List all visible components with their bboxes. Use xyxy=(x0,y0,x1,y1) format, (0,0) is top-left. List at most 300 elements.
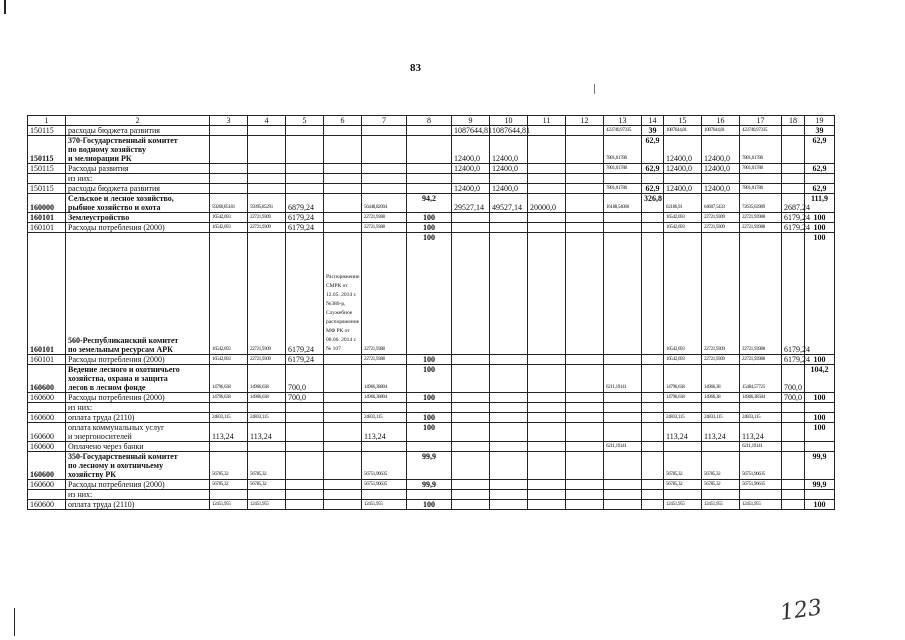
value-cell-col-17: 423740,97335 xyxy=(740,126,782,136)
value-cell-col-7: 22721,9388 xyxy=(362,355,407,365)
table-row xyxy=(28,365,835,393)
value-cell-col-9 xyxy=(452,413,490,423)
value-cell-col-9 xyxy=(452,442,490,452)
table-row xyxy=(28,174,835,184)
value-cell-col-11 xyxy=(528,442,566,452)
value-cell-col-8 xyxy=(407,442,452,452)
value-cell-col-8: 100 xyxy=(407,413,452,423)
value-cell-col-15 xyxy=(664,442,702,452)
value-cell-col-14 xyxy=(642,403,664,413)
value-cell-col-8 xyxy=(407,136,452,164)
value-cell-col-18 xyxy=(782,174,805,184)
value-cell-col-9 xyxy=(452,355,490,365)
value-cell-col-19 xyxy=(805,403,835,413)
value-cell-col-4 xyxy=(248,184,286,194)
value-cell-col-14 xyxy=(642,233,664,355)
budget-code: 150115 xyxy=(28,184,66,194)
value-cell-col-3 xyxy=(210,164,248,174)
value-cell-col-13: 6211,19141 xyxy=(604,365,642,393)
row-name-line: оплата труда (2110) xyxy=(68,500,135,509)
value-cell-col-19: 100 xyxy=(805,413,835,423)
value-cell-col-6 xyxy=(324,490,362,500)
value-cell-col-15: 12400,0 xyxy=(664,164,702,174)
value-cell-col-3 xyxy=(210,184,248,194)
value-cell-col-8: 100 xyxy=(407,365,452,393)
row-name-line: Расходы потребления (2000) xyxy=(68,393,165,402)
budget-code: 160600 xyxy=(28,413,66,423)
value-cell-col-13: 6211,19141 xyxy=(604,442,642,452)
value-cell-col-16: 12400,0 xyxy=(702,164,740,174)
value-cell-col-14 xyxy=(642,365,664,393)
value-cell-col-3: 56785,32 xyxy=(210,480,248,490)
value-cell-col-12 xyxy=(566,413,604,423)
table-row xyxy=(28,223,835,233)
row-name xyxy=(66,164,210,174)
value-cell-col-3: 14796,638 xyxy=(210,365,248,393)
row-name xyxy=(66,233,210,355)
table-row xyxy=(28,164,835,174)
value-cell-col-6 xyxy=(324,355,362,365)
value-cell-col-18 xyxy=(782,500,805,510)
value-cell-col-8: 94,2 xyxy=(407,194,452,213)
value-cell-col-4 xyxy=(248,442,286,452)
value-cell-col-14 xyxy=(642,480,664,490)
value-cell-col-19: 62,9 xyxy=(805,136,835,164)
value-cell-col-10: 12400,0 xyxy=(490,184,528,194)
value-cell-col-3 xyxy=(210,126,248,136)
row-name xyxy=(66,126,210,136)
value-cell-col-10 xyxy=(490,223,528,233)
value-cell-col-5 xyxy=(286,423,324,442)
value-cell-col-17: 14966,38584 xyxy=(740,393,782,403)
budget-code: 150115 xyxy=(28,164,66,174)
value-cell-col-7: 113,24 xyxy=(362,423,407,442)
value-cell-col-9 xyxy=(452,393,490,403)
value-cell-col-13 xyxy=(604,490,642,500)
value-cell-col-15: 56785,32 xyxy=(664,480,702,490)
value-cell-col-5: 700,0 xyxy=(286,393,324,403)
value-cell-col-16: 22721,9309 xyxy=(702,355,740,365)
value-cell-col-12 xyxy=(566,174,604,184)
row-name xyxy=(66,365,210,393)
budget-code: 160600 xyxy=(28,480,66,490)
value-cell-col-15: 12400,0 xyxy=(664,136,702,164)
value-cell-col-4: 22721,9309 xyxy=(248,213,286,223)
value-cell-col-19: 39 xyxy=(805,126,835,136)
value-cell-col-12 xyxy=(566,480,604,490)
column-header: 15 xyxy=(664,116,702,126)
value-cell-col-5 xyxy=(286,126,324,136)
value-cell-col-7: 22721,9388 xyxy=(362,223,407,233)
value-cell-col-6 xyxy=(324,413,362,423)
value-cell-col-17: 7801,01788 xyxy=(740,164,782,174)
budget-code: 160600 xyxy=(28,452,66,480)
value-cell-col-8 xyxy=(407,184,452,194)
value-cell-col-7 xyxy=(362,442,407,452)
value-cell-col-3: 16542,693 xyxy=(210,233,248,355)
budget-code xyxy=(28,403,66,413)
value-cell-col-19: 100 xyxy=(805,223,835,233)
column-header: 5 xyxy=(286,116,324,126)
value-cell-col-18: 700,0 xyxy=(782,393,805,403)
value-cell-col-12 xyxy=(566,490,604,500)
row-name xyxy=(66,223,210,233)
value-cell-col-15: 1087644,81 xyxy=(664,126,702,136)
value-cell-col-13: 16188,54066 xyxy=(604,194,642,213)
value-cell-col-17: 6211,19141 xyxy=(740,442,782,452)
row-name xyxy=(66,423,210,442)
value-cell-col-8 xyxy=(407,403,452,413)
value-cell-col-11 xyxy=(528,136,566,164)
value-cell-col-10: 12400,0 xyxy=(490,136,528,164)
value-cell-col-5: 6179,24 xyxy=(286,355,324,365)
table-row xyxy=(28,355,835,365)
value-cell-col-11 xyxy=(528,174,566,184)
value-cell-col-4: 22721,9309 xyxy=(248,355,286,365)
value-cell-col-14: 62,9 xyxy=(642,136,664,164)
value-cell-col-4: 12451,955 xyxy=(248,500,286,510)
value-cell-col-12 xyxy=(566,194,604,213)
value-cell-col-6 xyxy=(324,136,362,164)
value-cell-col-4: 14966,638 xyxy=(248,393,286,403)
value-cell-col-9: 12400,0 xyxy=(452,164,490,174)
row-name-line: 370-Государственный комитет xyxy=(68,136,178,145)
value-cell-col-13: 7801,01788 xyxy=(604,164,642,174)
value-cell-col-13: 7801,01788 xyxy=(604,136,642,164)
value-cell-col-10 xyxy=(490,174,528,184)
value-cell-col-11: 20000,0 xyxy=(528,194,566,213)
value-cell-col-15: 56785,32 xyxy=(664,452,702,480)
value-cell-col-16: 22721,9309 xyxy=(702,223,740,233)
value-cell-col-16: 14966,38 xyxy=(702,365,740,393)
value-cell-col-6 xyxy=(324,164,362,174)
value-cell-col-5: 6879,24 xyxy=(286,194,324,213)
value-cell-col-8 xyxy=(407,174,452,184)
value-cell-col-18: 2687,24 xyxy=(782,194,805,213)
value-cell-col-16: 56785,32 xyxy=(702,452,740,480)
value-cell-col-10 xyxy=(490,213,528,223)
value-cell-col-18 xyxy=(782,184,805,194)
column-header: 19 xyxy=(805,116,835,126)
value-cell-col-7 xyxy=(362,126,407,136)
value-cell-col-16: 12451,955 xyxy=(702,500,740,510)
value-cell-col-10 xyxy=(490,403,528,413)
value-cell-col-17: 12451,955 xyxy=(740,500,782,510)
value-cell-col-13 xyxy=(604,233,642,355)
value-cell-col-4 xyxy=(248,403,286,413)
value-cell-col-4 xyxy=(248,174,286,184)
value-cell-col-9: 1087644,81 xyxy=(452,126,490,136)
column-number-row xyxy=(28,116,835,126)
resolution-note: Распоряжение СМРК от 12.05. 2014 г. №380-р, Служебное распоряжение МФ РК от 08.06. 2014 г. № 107 xyxy=(324,233,362,355)
row-name-line: хозяйству РК xyxy=(68,470,117,479)
value-cell-col-5 xyxy=(286,480,324,490)
value-cell-col-7: 14966,38804 xyxy=(362,393,407,403)
value-cell-col-12 xyxy=(566,184,604,194)
value-cell-col-7 xyxy=(362,490,407,500)
value-cell-col-16: 1087644,81 xyxy=(702,126,740,136)
value-cell-col-18 xyxy=(782,164,805,174)
value-cell-col-3: 14796,638 xyxy=(210,393,248,403)
value-cell-col-11 xyxy=(528,490,566,500)
value-cell-col-5: 700,0 xyxy=(286,365,324,393)
value-cell-col-10: 1087644,81 xyxy=(490,126,528,136)
value-cell-col-14 xyxy=(642,393,664,403)
value-cell-col-15: 12400,0 xyxy=(664,184,702,194)
row-name-line: Оплачено через банки xyxy=(68,442,144,451)
value-cell-col-7 xyxy=(362,164,407,174)
value-cell-col-9 xyxy=(452,213,490,223)
value-cell-col-17: 22721,93988 xyxy=(740,355,782,365)
row-name xyxy=(66,136,210,164)
value-cell-col-13 xyxy=(604,213,642,223)
value-cell-col-4: 22721,9309 xyxy=(248,223,286,233)
value-cell-col-6 xyxy=(324,213,362,223)
row-name xyxy=(66,403,210,413)
value-cell-col-16: 22721,9309 xyxy=(702,233,740,355)
value-cell-col-19: 100 xyxy=(805,500,835,510)
budget-code xyxy=(28,490,66,500)
value-cell-col-11 xyxy=(528,355,566,365)
value-cell-col-9 xyxy=(452,233,490,355)
value-cell-col-16: 22721,9309 xyxy=(702,213,740,223)
value-cell-col-15 xyxy=(664,403,702,413)
value-cell-col-9: 12400,0 xyxy=(452,136,490,164)
handwritten-page-number: 123 xyxy=(778,595,824,626)
value-cell-col-6 xyxy=(324,174,362,184)
value-cell-col-18: 6179,24 xyxy=(782,213,805,223)
value-cell-col-7: 22721,9388 xyxy=(362,213,407,223)
scan-edge-mark xyxy=(594,84,595,94)
value-cell-col-11 xyxy=(528,500,566,510)
value-cell-col-10 xyxy=(490,393,528,403)
row-name xyxy=(66,413,210,423)
value-cell-col-3 xyxy=(210,136,248,164)
value-cell-col-16: 12400,0 xyxy=(702,136,740,164)
value-cell-col-16: 14966,38 xyxy=(702,393,740,403)
table-row xyxy=(28,490,835,500)
value-cell-col-18 xyxy=(782,126,805,136)
value-cell-col-13 xyxy=(604,174,642,184)
value-cell-col-11 xyxy=(528,233,566,355)
row-name-line: оплата труда (2110) xyxy=(68,413,135,422)
value-cell-col-8: 100 xyxy=(407,233,452,355)
value-cell-col-6 xyxy=(324,393,362,403)
table-row xyxy=(28,184,835,194)
value-cell-col-12 xyxy=(566,126,604,136)
value-cell-col-8: 100 xyxy=(407,393,452,403)
row-name-line: 560-Республиканский комитет xyxy=(68,336,179,345)
value-cell-col-9 xyxy=(452,365,490,393)
value-cell-col-19: 99,9 xyxy=(805,452,835,480)
value-cell-col-13 xyxy=(604,480,642,490)
value-cell-col-13: 423740,97335 xyxy=(604,126,642,136)
value-cell-col-12 xyxy=(566,223,604,233)
value-cell-col-14 xyxy=(642,423,664,442)
budget-code xyxy=(28,174,66,184)
value-cell-col-5 xyxy=(286,452,324,480)
value-cell-col-14: 62,9 xyxy=(642,184,664,194)
value-cell-col-6 xyxy=(324,452,362,480)
value-cell-col-7 xyxy=(362,136,407,164)
budget-code: 160101 xyxy=(28,213,66,223)
table-row xyxy=(28,442,835,452)
page-number: 83 xyxy=(410,62,421,74)
value-cell-col-7: 56751,96635 xyxy=(362,452,407,480)
value-cell-col-11 xyxy=(528,413,566,423)
value-cell-col-10: 49527,14 xyxy=(490,194,528,213)
value-cell-col-7 xyxy=(362,184,407,194)
value-cell-col-12 xyxy=(566,393,604,403)
value-cell-col-13 xyxy=(604,423,642,442)
value-cell-col-14 xyxy=(642,223,664,233)
row-name-line: Сельское и лесное хозяйство, xyxy=(68,194,174,203)
value-cell-col-5: 6179,24 xyxy=(286,213,324,223)
value-cell-col-14 xyxy=(642,174,664,184)
value-cell-col-3 xyxy=(210,174,248,184)
value-cell-col-13 xyxy=(604,403,642,413)
value-cell-col-6 xyxy=(324,442,362,452)
value-cell-col-5 xyxy=(286,413,324,423)
value-cell-col-15: 24833,115 xyxy=(664,413,702,423)
value-cell-col-10 xyxy=(490,233,528,355)
value-cell-col-9 xyxy=(452,452,490,480)
value-cell-col-6 xyxy=(324,500,362,510)
value-cell-col-19 xyxy=(805,174,835,184)
row-name-line: из них: xyxy=(68,403,93,412)
budget-code: 150115 xyxy=(28,136,66,164)
value-cell-col-15: 14796,638 xyxy=(664,393,702,403)
value-cell-col-14 xyxy=(642,490,664,500)
value-cell-col-11 xyxy=(528,423,566,442)
budget-code: 160101 xyxy=(28,233,66,355)
value-cell-col-8: 100 xyxy=(407,423,452,442)
value-cell-col-10: 12400,0 xyxy=(490,164,528,174)
value-cell-col-15: 113,24 xyxy=(664,423,702,442)
value-cell-col-12 xyxy=(566,403,604,413)
value-cell-col-15: 14796,638 xyxy=(664,365,702,393)
value-cell-col-12 xyxy=(566,452,604,480)
value-cell-col-5 xyxy=(286,164,324,174)
value-cell-col-4: 113,24 xyxy=(248,423,286,442)
value-cell-col-13 xyxy=(604,393,642,403)
value-cell-col-11 xyxy=(528,164,566,174)
value-cell-col-4: 56785,32 xyxy=(248,452,286,480)
value-cell-col-9 xyxy=(452,480,490,490)
row-name xyxy=(66,480,210,490)
value-cell-col-16: 64607,5433 xyxy=(702,194,740,213)
value-cell-col-18 xyxy=(782,490,805,500)
budget-code: 160101 xyxy=(28,355,66,365)
value-cell-col-12 xyxy=(566,213,604,223)
value-cell-col-3 xyxy=(210,442,248,452)
table-row xyxy=(28,393,835,403)
value-cell-col-11 xyxy=(528,184,566,194)
table-row xyxy=(28,126,835,136)
value-cell-col-3: 113,24 xyxy=(210,423,248,442)
column-header: 12 xyxy=(566,116,604,126)
row-name-line: расходы бюджета развития xyxy=(68,184,160,193)
value-cell-col-12 xyxy=(566,423,604,442)
value-cell-col-10 xyxy=(490,500,528,510)
value-cell-col-17: 24833,115 xyxy=(740,413,782,423)
value-cell-col-6 xyxy=(324,423,362,442)
table-row xyxy=(28,480,835,490)
value-cell-col-16: 12400,0 xyxy=(702,184,740,194)
value-cell-col-15: 62186,91 xyxy=(664,194,702,213)
value-cell-col-4: 24833,115 xyxy=(248,413,286,423)
value-cell-col-8: 100 xyxy=(407,500,452,510)
value-cell-col-19: 100 xyxy=(805,233,835,355)
value-cell-col-17: 56751,96635 xyxy=(740,452,782,480)
value-cell-col-4: 56785,32 xyxy=(248,480,286,490)
value-cell-col-4 xyxy=(248,490,286,500)
value-cell-col-6 xyxy=(324,126,362,136)
row-name-line: лесов в лесном фонде xyxy=(68,383,146,392)
value-cell-col-11 xyxy=(528,480,566,490)
value-cell-col-15: 16542,693 xyxy=(664,233,702,355)
value-cell-col-8: 100 xyxy=(407,355,452,365)
value-cell-col-12 xyxy=(566,233,604,355)
value-cell-col-7: 56751,96635 xyxy=(362,480,407,490)
column-header: 18 xyxy=(782,116,805,126)
value-cell-col-3: 12451,955 xyxy=(210,500,248,510)
value-cell-col-9 xyxy=(452,403,490,413)
value-cell-col-3: 16542,693 xyxy=(210,223,248,233)
table-row xyxy=(28,136,835,164)
value-cell-col-7 xyxy=(362,403,407,413)
value-cell-col-19 xyxy=(805,490,835,500)
value-cell-col-16 xyxy=(702,174,740,184)
table-row xyxy=(28,213,835,223)
value-cell-col-5: 6179,24 xyxy=(286,223,324,233)
value-cell-col-14 xyxy=(642,213,664,223)
column-header: 2 xyxy=(66,116,210,126)
row-name xyxy=(66,442,210,452)
value-cell-col-14 xyxy=(642,500,664,510)
column-header: 3 xyxy=(210,116,248,126)
value-cell-col-8: 99,9 xyxy=(407,452,452,480)
value-cell-col-17: 7801,01788 xyxy=(740,184,782,194)
value-cell-col-7: 24833,115 xyxy=(362,413,407,423)
value-cell-col-7: 14966,38804 xyxy=(362,365,407,393)
value-cell-col-3 xyxy=(210,403,248,413)
scan-edge-mark xyxy=(14,608,15,636)
value-cell-col-12 xyxy=(566,164,604,174)
value-cell-col-8 xyxy=(407,164,452,174)
value-cell-col-8: 99,9 xyxy=(407,480,452,490)
value-cell-col-14: 326,8 xyxy=(642,194,664,213)
value-cell-col-14 xyxy=(642,355,664,365)
value-cell-col-10 xyxy=(490,365,528,393)
value-cell-col-15 xyxy=(664,490,702,500)
value-cell-col-17 xyxy=(740,403,782,413)
table-row xyxy=(28,423,835,442)
value-cell-col-5: 6179,24 xyxy=(286,233,324,355)
budget-code: 160600 xyxy=(28,442,66,452)
table-row xyxy=(28,194,835,213)
value-cell-col-5 xyxy=(286,174,324,184)
value-cell-col-15 xyxy=(664,174,702,184)
value-cell-col-15: 16542,693 xyxy=(664,213,702,223)
row-name-line: расходы бюджета развития xyxy=(68,126,160,135)
value-cell-col-11 xyxy=(528,223,566,233)
value-cell-col-8 xyxy=(407,490,452,500)
column-header: 16 xyxy=(702,116,740,126)
value-cell-col-3: 16542,693 xyxy=(210,355,248,365)
value-cell-col-18 xyxy=(782,423,805,442)
value-cell-col-7: 56448,82004 xyxy=(362,194,407,213)
